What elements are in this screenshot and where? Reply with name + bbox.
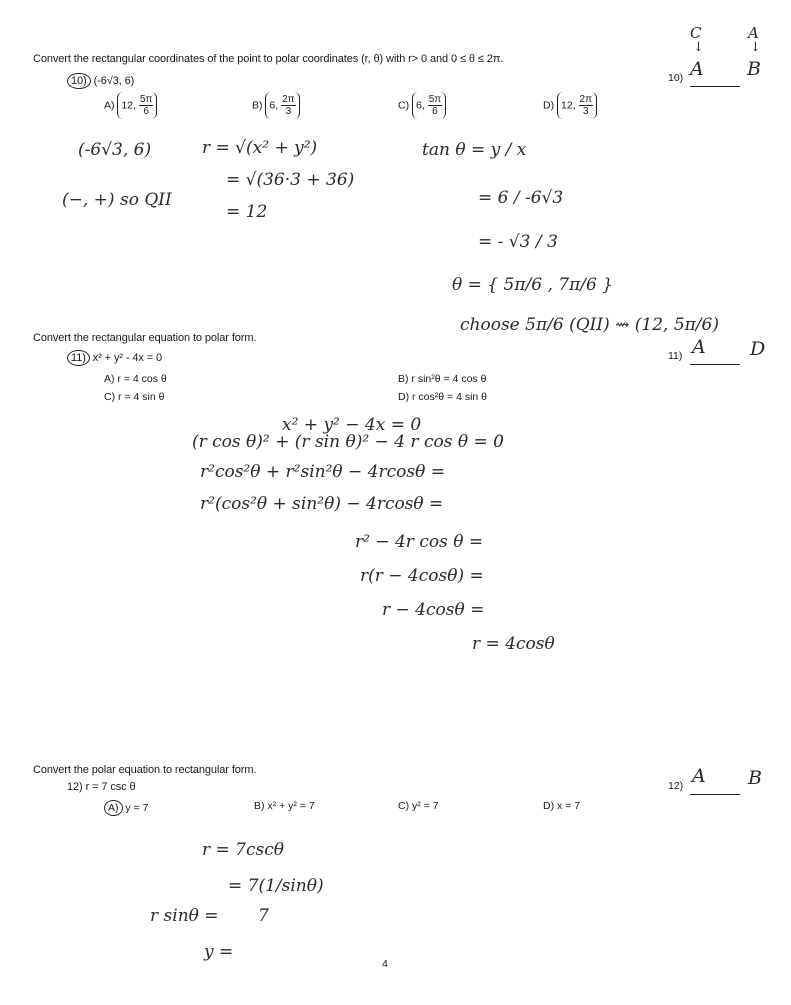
q10-work-quadrant: (−, +) so QII bbox=[62, 190, 172, 210]
q11-work-line-1: x² + y² − 4x = 0 bbox=[282, 415, 422, 435]
q10-answer-label: 10) bbox=[668, 72, 684, 84]
q10-work-r1: r = √(x² + y²) bbox=[202, 138, 318, 158]
q12-option-a-text: y = 7 bbox=[125, 802, 149, 814]
q12-option-b-text: x² + y² = 7 bbox=[267, 800, 315, 812]
q10-arrow-c-icon: ↓ bbox=[693, 40, 704, 55]
q12-work-line-3: r sinθ = bbox=[150, 906, 219, 926]
q11-work-line-5: r² − 4r cos θ = bbox=[355, 532, 484, 552]
q10-option-d-den: 3 bbox=[583, 106, 589, 117]
q10-option-d-label: D) bbox=[543, 99, 555, 112]
q12-option-b-label: B) bbox=[254, 800, 265, 812]
q11-option-c[interactable] bbox=[104, 391, 164, 403]
q12-answer-label: 12) bbox=[668, 780, 684, 792]
q11-option-b-label: B) bbox=[398, 373, 409, 385]
q10-annotation-c: C bbox=[690, 24, 702, 42]
q10-answer-second: B bbox=[747, 58, 761, 80]
q11-work-line-2: (r cos θ)² + (r sin θ)² − 4 r cos θ = 0 bbox=[192, 432, 504, 452]
q10-work-r3: = 12 bbox=[226, 202, 268, 222]
q12-work-line-4: 7 bbox=[258, 906, 269, 926]
q10-option-a-fraction bbox=[139, 94, 153, 117]
q10-option-a-den: 6 bbox=[143, 106, 149, 117]
q10-option-a-num: 5π bbox=[139, 94, 153, 105]
q10-number-circled: 10) bbox=[67, 73, 91, 89]
q11-instruction: Convert the rectangular equation to polar form. bbox=[33, 332, 257, 344]
q11-option-b[interactable] bbox=[398, 373, 486, 385]
q10-work-t1: tan θ = y / x bbox=[422, 140, 527, 160]
q10-work-t2: = 6 / -6√3 bbox=[478, 188, 564, 208]
q11-work-line-6: r(r − 4cosθ) = bbox=[360, 566, 484, 586]
q11-option-a-label: A) bbox=[104, 373, 115, 385]
q10-option-d-value bbox=[557, 92, 597, 119]
q12-work-line-5: y = bbox=[204, 942, 234, 962]
q10-option-d-num: 2π bbox=[579, 94, 593, 105]
q11-option-a[interactable] bbox=[104, 373, 167, 385]
q10-option-a-value bbox=[117, 92, 157, 119]
q10-option-b-r: 6, bbox=[269, 99, 279, 112]
q11-work-line-3: r²cos²θ + r²sin²θ − 4rcosθ = bbox=[200, 462, 445, 482]
q10-option-c-r: 6, bbox=[416, 99, 425, 112]
q10-option-b-num: 2π bbox=[282, 94, 295, 105]
q10-answer-written: A bbox=[690, 58, 704, 80]
q11-option-c-label: C) bbox=[104, 391, 116, 403]
q10-option-a[interactable] bbox=[104, 92, 157, 119]
q10-work-t4: θ = { 5π/6 , 7π/6 } bbox=[452, 275, 614, 295]
q12-option-a-label: A) bbox=[104, 800, 123, 816]
q12-option-c-text: y² = 7 bbox=[412, 800, 439, 812]
q11-problem bbox=[67, 350, 162, 366]
q12-option-c-label: C) bbox=[398, 800, 410, 812]
q11-option-a-text: r = 4 cos θ bbox=[117, 373, 167, 385]
q12-option-a[interactable] bbox=[104, 800, 148, 816]
q11-work-line-4: r²(cos²θ + sin²θ) − 4rcosθ = bbox=[200, 494, 444, 514]
q11-answer-second: D bbox=[750, 338, 766, 360]
q12-option-d-label: D) bbox=[543, 800, 555, 812]
q10-option-b[interactable] bbox=[252, 92, 300, 119]
q11-option-d[interactable] bbox=[398, 391, 487, 403]
q10-work-point: (-6√3, 6) bbox=[78, 140, 152, 160]
q12-answer-written: A bbox=[692, 765, 706, 787]
q10-arrow-a-icon: ↓ bbox=[750, 40, 761, 55]
q10-option-c-num: 5π bbox=[428, 94, 442, 105]
q10-work-choose: choose 5π/6 (QII) ⇝ (12, 5π/6) bbox=[460, 315, 719, 335]
q11-work-line-8: r = 4cosθ bbox=[472, 634, 555, 654]
q12-instruction: Convert the polar equation to rectangular form. bbox=[33, 764, 257, 776]
q10-work-r2: = √(36·3 + 36) bbox=[226, 170, 355, 190]
q11-option-b-text: r sin²θ = 4 cos θ bbox=[411, 373, 487, 385]
q10-option-d-fraction bbox=[579, 94, 593, 117]
q10-option-c-label: C) bbox=[398, 99, 410, 112]
q12-work-line-1: r = 7cscθ bbox=[202, 840, 284, 860]
q10-annotation-a: A bbox=[748, 24, 759, 42]
q10-option-a-label: A) bbox=[104, 99, 115, 112]
q11-option-c-text: r = 4 sin θ bbox=[118, 391, 165, 403]
q11-answer-written: A bbox=[692, 336, 706, 358]
q12-option-c[interactable] bbox=[398, 800, 439, 812]
q12-option-d[interactable] bbox=[543, 800, 580, 812]
q10-option-a-r: 12, bbox=[121, 99, 137, 112]
q12-option-d-text: x = 7 bbox=[557, 800, 581, 812]
q10-option-b-den: 3 bbox=[285, 106, 292, 117]
q10-option-c-den: 6 bbox=[432, 106, 438, 117]
q10-option-b-value bbox=[265, 92, 299, 119]
q12-work-line-2: = 7(1/sinθ) bbox=[228, 876, 324, 896]
q11-option-d-text: r cos²θ = 4 sin θ bbox=[412, 391, 488, 403]
q10-option-c-fraction bbox=[428, 94, 442, 117]
q10-option-d[interactable] bbox=[543, 92, 597, 119]
q11-answer-label: 11) bbox=[668, 350, 683, 362]
q11-work-line-7: r − 4cosθ = bbox=[382, 600, 485, 620]
q10-option-d-r: 12, bbox=[561, 99, 576, 112]
q10-option-b-fraction bbox=[281, 94, 295, 117]
q10-work-t3: = - √3 / 3 bbox=[478, 232, 558, 252]
q12-number: 12) bbox=[67, 781, 83, 793]
q10-problem bbox=[67, 73, 134, 89]
q10-point: (-6√3, 6) bbox=[93, 75, 135, 87]
q10-instruction: Convert the rectangular coordinates of the point to polar coordinates (r, θ) with r> 0 and 0 ≤ θ ≤ 2π. bbox=[33, 53, 504, 65]
q10-option-b-label: B) bbox=[252, 99, 263, 112]
q10-option-c-value bbox=[412, 92, 446, 119]
q11-option-d-label: D) bbox=[398, 391, 410, 403]
q12-equation: r = 7 csc θ bbox=[85, 781, 136, 793]
page-number: 4 bbox=[382, 958, 388, 970]
q12-answer-second: B bbox=[748, 767, 762, 789]
q12-option-b[interactable] bbox=[254, 800, 315, 812]
q12-problem bbox=[67, 781, 136, 793]
q11-equation: x² + y² - 4x = 0 bbox=[92, 352, 163, 364]
q11-number-circled: 11) bbox=[67, 350, 90, 366]
q10-option-c[interactable] bbox=[398, 92, 446, 119]
